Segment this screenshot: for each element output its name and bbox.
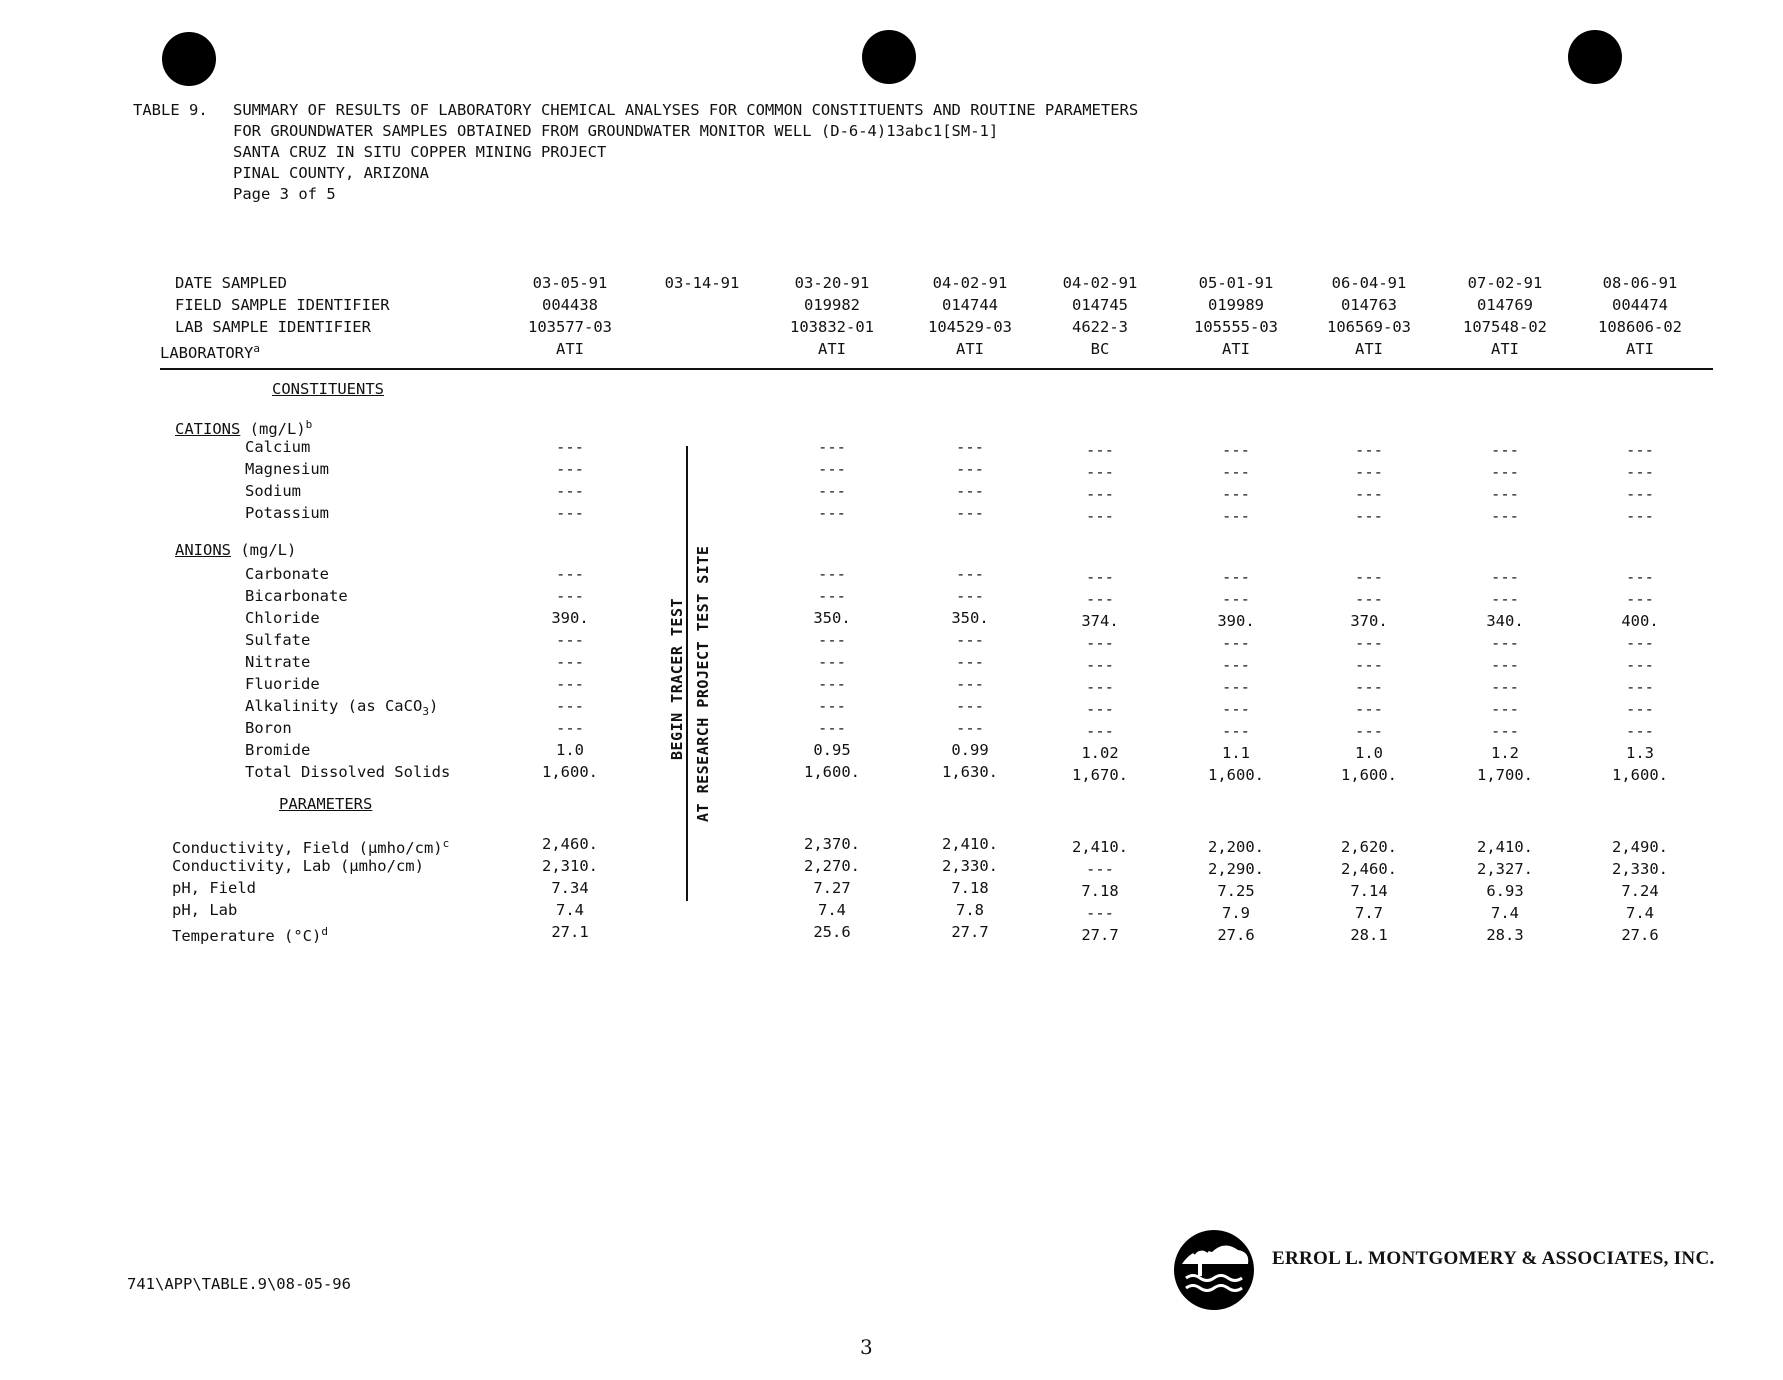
cell-r14-c8: 1,600. (1612, 766, 1668, 784)
cell-r8-c2: --- (818, 631, 846, 649)
cell-r6-c6: --- (1355, 590, 1383, 608)
cell-r14-c4: 1,670. (1072, 766, 1128, 784)
column-3-date: 03-20-91 (794, 274, 870, 292)
column-6-laboratory: ATI (1222, 340, 1250, 358)
cell-r8-c3: --- (956, 631, 984, 649)
cell-r8-c7: --- (1491, 634, 1519, 652)
column-5-field: 014745 (1072, 296, 1128, 314)
cell-r14-c6: 1,600. (1341, 766, 1397, 784)
cell-r19-c5: 27.6 (1217, 926, 1255, 944)
column-8-field: 014769 (1477, 296, 1533, 314)
cell-r17-c8: 7.24 (1621, 882, 1659, 900)
row-label-text: Conductivity, Field (µmho/cm) (172, 839, 443, 858)
label-laboratory-text: LABORATORY (160, 344, 254, 363)
cell-r9-c1: --- (556, 653, 584, 671)
column-7-lab: 106569-03 (1327, 318, 1411, 336)
cell-r3-c1: --- (556, 482, 584, 500)
cell-r7-c2: 350. (813, 609, 851, 627)
section-constituents: CONSTITUENTS (272, 380, 384, 398)
cell-r16-c8: 2,330. (1612, 860, 1668, 878)
cell-r5-c3: --- (956, 565, 984, 583)
row-label-text: Bromide (245, 741, 311, 759)
column-1-lab: 103577-03 (528, 318, 612, 336)
cell-r6-c4: --- (1086, 590, 1114, 608)
column-1-laboratory: ATI (556, 340, 584, 358)
cell-r4-c7: --- (1491, 507, 1519, 525)
cell-r19-c8: 27.6 (1621, 926, 1659, 944)
cell-r13-c1: 1.0 (556, 741, 584, 759)
cell-r6-c7: --- (1491, 590, 1519, 608)
cell-r7-c4: 374. (1081, 612, 1119, 630)
row-label-end: ) (428, 697, 439, 715)
column-7-date: 06-04-91 (1331, 274, 1407, 292)
row-label-5 (245, 563, 329, 585)
cell-r3-c3: --- (956, 482, 984, 500)
cell-r13-c5: 1.1 (1222, 744, 1250, 762)
cell-r16-c5: 2,290. (1208, 860, 1264, 878)
cell-r15-c4: 2,410. (1072, 838, 1128, 856)
cell-r19-c3: 27.7 (951, 923, 989, 941)
section-anions (175, 539, 296, 561)
cell-r8-c5: --- (1222, 634, 1250, 652)
cell-r15-c2: 2,370. (804, 835, 860, 853)
column-4-laboratory: ATI (956, 340, 984, 358)
section-anions-unit: (mg/L) (240, 541, 297, 559)
cell-r1-c7: --- (1491, 441, 1519, 459)
title-line-3: SANTA CRUZ IN SITU COPPER MINING PROJECT (233, 143, 607, 161)
row-label-text: Carbonate (245, 565, 329, 583)
cell-r16-c6: 2,460. (1341, 860, 1397, 878)
cell-r9-c7: --- (1491, 656, 1519, 674)
cell-r1-c2: --- (818, 438, 846, 456)
section-cations-unit: (mg/L) (249, 420, 306, 439)
company-logo (1172, 1228, 1256, 1312)
cell-r16-c4: --- (1086, 860, 1114, 878)
cell-r14-c7: 1,700. (1477, 766, 1533, 784)
document-code: 741\APP\TABLE.9\08-05-96 (127, 1275, 351, 1293)
column-7-laboratory: ATI (1355, 340, 1383, 358)
cell-r6-c8: --- (1626, 590, 1654, 608)
row-label-text: Conductivity, Lab (µmho/cm) (172, 857, 424, 875)
row-label-text: Total Dissolved Solids (245, 763, 451, 781)
cell-r5-c6: --- (1355, 568, 1383, 586)
cell-r4-c5: --- (1222, 507, 1250, 525)
column-3-field: 019982 (804, 296, 860, 314)
cell-r2-c6: --- (1355, 463, 1383, 481)
row-label-text: Fluoride (245, 675, 320, 693)
cell-r6-c5: --- (1222, 590, 1250, 608)
cell-r13-c7: 1.2 (1491, 744, 1519, 762)
column-6-lab: 105555-03 (1194, 318, 1278, 336)
row-label-6 (245, 585, 348, 607)
row-label-2 (245, 458, 329, 480)
title-line-1: SUMMARY OF RESULTS OF LABORATORY CHEMICAL ANALYSES FOR COMMON CONSTITUENTS AND ROUTINE PARAMETERS (233, 101, 1139, 119)
cell-r8-c4: --- (1086, 634, 1114, 652)
cell-r8-c1: --- (556, 631, 584, 649)
column-5-lab: 4622-3 (1072, 318, 1128, 336)
cell-r15-c8: 2,490. (1612, 838, 1668, 856)
column-4-lab: 104529-03 (928, 318, 1012, 336)
row-label-1 (245, 436, 310, 458)
cell-r11-c3: --- (956, 697, 984, 715)
cell-r14-c5: 1,600. (1208, 766, 1264, 784)
column-9-field: 004474 (1612, 296, 1668, 314)
cell-r18-c7: 7.4 (1491, 904, 1519, 922)
label-lab-sample-identifier: LAB SAMPLE IDENTIFIER (175, 318, 371, 336)
cell-r9-c3: --- (956, 653, 984, 671)
column-1-date: 03-05-91 (532, 274, 608, 292)
cell-r9-c4: --- (1086, 656, 1114, 674)
cell-r11-c2: --- (818, 697, 846, 715)
column-2-date: 03-14-91 (664, 274, 740, 292)
cell-r3-c2: --- (818, 482, 846, 500)
cell-r11-c8: --- (1626, 700, 1654, 718)
column-8-lab: 107548-02 (1463, 318, 1547, 336)
cell-r4-c2: --- (818, 504, 846, 522)
cell-r17-c2: 7.27 (813, 879, 851, 897)
cell-r10-c3: --- (956, 675, 984, 693)
cell-r7-c3: 350. (951, 609, 989, 627)
cell-r12-c1: --- (556, 719, 584, 737)
cell-r15-c3: 2,410. (942, 835, 998, 853)
cell-r17-c1: 7.34 (551, 879, 589, 897)
row-label-text: Chloride (245, 609, 320, 627)
column-8-laboratory: ATI (1491, 340, 1519, 358)
cell-r5-c8: --- (1626, 568, 1654, 586)
column-9-date: 08-06-91 (1602, 274, 1678, 292)
cell-r14-c1: 1,600. (542, 763, 598, 781)
cell-r11-c4: --- (1086, 700, 1114, 718)
cell-r13-c3: 0.99 (951, 741, 989, 759)
row-label-13 (245, 739, 310, 761)
cell-r17-c7: 6.93 (1486, 882, 1524, 900)
row-label-footnote: d (321, 925, 328, 938)
cell-r2-c7: --- (1491, 463, 1519, 481)
row-label-text: Sodium (245, 482, 301, 500)
cell-r17-c6: 7.14 (1350, 882, 1388, 900)
row-label-text: Sulfate (245, 631, 311, 649)
cell-r15-c1: 2,460. (542, 835, 598, 853)
cell-r8-c8: --- (1626, 634, 1654, 652)
cell-r11-c5: --- (1222, 700, 1250, 718)
cell-r19-c1: 27.1 (551, 923, 589, 941)
section-cations-text: CATIONS (175, 420, 241, 439)
row-label-10 (245, 673, 320, 695)
row-label-text: Calcium (245, 438, 311, 456)
binder-hole-center (862, 30, 916, 84)
cell-r2-c1: --- (556, 460, 584, 478)
footnote-a: a (253, 342, 260, 355)
cell-r13-c6: 1.0 (1355, 744, 1383, 762)
cell-r1-c8: --- (1626, 441, 1654, 459)
cell-r2-c5: --- (1222, 463, 1250, 481)
title-line-2: FOR GROUNDWATER SAMPLES OBTAINED FROM GROUNDWATER MONITOR WELL (D-6-4)13abc1[SM-1] (233, 122, 999, 140)
cell-r17-c5: 7.25 (1217, 882, 1255, 900)
row-label-text: pH, Lab (172, 901, 238, 919)
cell-r7-c5: 390. (1217, 612, 1255, 630)
row-label-18 (172, 899, 237, 921)
footnote-b: b (305, 418, 313, 431)
column-1-field: 004438 (542, 296, 598, 314)
cell-r13-c4: 1.02 (1081, 744, 1119, 762)
page-number: 3 (860, 1335, 873, 1359)
cell-r15-c5: 2,200. (1208, 838, 1264, 856)
cell-r1-c4: --- (1086, 441, 1114, 459)
cell-r16-c7: 2,327. (1477, 860, 1533, 878)
row-label-19 (172, 921, 328, 947)
cell-r7-c6: 370. (1350, 612, 1388, 630)
cell-r18-c8: 7.4 (1626, 904, 1654, 922)
cell-r8-c6: --- (1355, 634, 1383, 652)
row-label-7 (245, 607, 320, 629)
cell-r2-c2: --- (818, 460, 846, 478)
cell-r5-c1: --- (556, 565, 584, 583)
cell-r6-c1: --- (556, 587, 584, 605)
tracer-test-line (686, 446, 688, 901)
cell-r18-c1: 7.4 (556, 901, 584, 919)
cell-r10-c4: --- (1086, 678, 1114, 696)
table-number: TABLE 9. (133, 101, 208, 119)
cell-r1-c3: --- (956, 438, 984, 456)
cell-r10-c1: --- (556, 675, 584, 693)
tracer-note-line-2: AT RESEARCH PROJECT TEST SITE (694, 545, 712, 822)
cell-r4-c3: --- (956, 504, 984, 522)
cell-r17-c3: 7.18 (951, 879, 989, 897)
cell-r19-c6: 28.1 (1350, 926, 1388, 944)
row-label-subscript: 3 (422, 705, 429, 719)
row-label-text: Temperature (°C) (172, 927, 322, 946)
column-8-date: 07-02-91 (1467, 274, 1543, 292)
cell-r10-c8: --- (1626, 678, 1654, 696)
cell-r11-c1: --- (556, 697, 584, 715)
cell-r18-c3: 7.8 (956, 901, 984, 919)
cell-r1-c5: --- (1222, 441, 1250, 459)
column-3-lab: 103832-01 (790, 318, 874, 336)
cell-r5-c7: --- (1491, 568, 1519, 586)
cell-r4-c6: --- (1355, 507, 1383, 525)
cell-r2-c4: --- (1086, 463, 1114, 481)
row-label-text: Boron (245, 719, 292, 737)
cell-r13-c8: 1.3 (1626, 744, 1654, 762)
cell-r2-c8: --- (1626, 463, 1654, 481)
cell-r11-c7: --- (1491, 700, 1519, 718)
cell-r16-c2: 2,270. (804, 857, 860, 875)
label-field-sample-identifier: FIELD SAMPLE IDENTIFIER (175, 296, 390, 314)
cell-r14-c2: 1,600. (804, 763, 860, 781)
cell-r5-c4: --- (1086, 568, 1114, 586)
cell-r3-c6: --- (1355, 485, 1383, 503)
row-label-text: Magnesium (245, 460, 329, 478)
cell-r12-c6: --- (1355, 722, 1383, 740)
column-5-laboratory: BC (1090, 340, 1110, 358)
row-label-4 (245, 502, 329, 524)
column-7-field: 014763 (1341, 296, 1397, 314)
cell-r12-c4: --- (1086, 722, 1114, 740)
cell-r9-c2: --- (818, 653, 846, 671)
cell-r3-c7: --- (1491, 485, 1519, 503)
cell-r10-c2: --- (818, 675, 846, 693)
cell-r18-c4: --- (1086, 904, 1114, 922)
cell-r5-c2: --- (818, 565, 846, 583)
column-3-laboratory: ATI (818, 340, 846, 358)
cell-r12-c8: --- (1626, 722, 1654, 740)
cell-r5-c5: --- (1222, 568, 1250, 586)
section-parameters: PARAMETERS (279, 795, 373, 813)
column-9-laboratory: ATI (1626, 340, 1654, 358)
cell-r2-c3: --- (956, 460, 984, 478)
cell-r4-c4: --- (1086, 507, 1114, 525)
cell-r15-c7: 2,410. (1477, 838, 1533, 856)
column-6-field: 019989 (1208, 296, 1264, 314)
cell-r12-c7: --- (1491, 722, 1519, 740)
cell-r18-c2: 7.4 (818, 901, 846, 919)
binder-hole-right (1568, 30, 1622, 84)
title-line-5: Page 3 of 5 (233, 185, 336, 203)
cell-r19-c4: 27.7 (1081, 926, 1119, 944)
cell-r13-c2: 0.95 (813, 741, 851, 759)
cell-r16-c1: 2,310. (542, 857, 598, 875)
cell-r10-c5: --- (1222, 678, 1250, 696)
cell-r9-c8: --- (1626, 656, 1654, 674)
cell-r7-c1: 390. (551, 609, 589, 627)
cell-r6-c3: --- (956, 587, 984, 605)
table-title (133, 100, 1333, 210)
cell-r4-c8: --- (1626, 507, 1654, 525)
row-label-text: Potassium (245, 504, 329, 522)
cell-r10-c7: --- (1491, 678, 1519, 696)
title-line-4: PINAL COUNTY, ARIZONA (233, 164, 429, 182)
cell-r17-c4: 7.18 (1081, 882, 1119, 900)
cell-r19-c7: 28.3 (1486, 926, 1524, 944)
label-laboratory (160, 338, 260, 364)
cell-r16-c3: 2,330. (942, 857, 998, 875)
binder-hole-left (162, 32, 216, 86)
row-label-9 (245, 651, 310, 673)
row-label-3 (245, 480, 301, 502)
company-name: ERROL L. MONTGOMERY & ASSOCIATES, INC. (1272, 1248, 1715, 1269)
cell-r10-c6: --- (1355, 678, 1383, 696)
row-label-17 (172, 877, 256, 899)
column-5-date: 04-02-91 (1062, 274, 1138, 292)
cell-r4-c1: --- (556, 504, 584, 522)
header-rule (160, 368, 1713, 370)
cell-r15-c6: 2,620. (1341, 838, 1397, 856)
cell-r3-c4: --- (1086, 485, 1114, 503)
cell-r9-c6: --- (1355, 656, 1383, 674)
cell-r18-c5: 7.9 (1222, 904, 1250, 922)
tracer-note-line-1: BEGIN TRACER TEST (668, 597, 686, 760)
row-label-8 (245, 629, 310, 651)
cell-r1-c6: --- (1355, 441, 1383, 459)
row-label-14 (245, 761, 450, 783)
cell-r18-c6: 7.7 (1355, 904, 1383, 922)
column-4-field: 014744 (942, 296, 998, 314)
row-label-text: pH, Field (172, 879, 256, 897)
column-4-date: 04-02-91 (932, 274, 1008, 292)
row-label-16 (172, 855, 424, 877)
row-label-text: Alkalinity (as CaCO (245, 697, 423, 715)
cell-r3-c8: --- (1626, 485, 1654, 503)
row-label-text: Nitrate (245, 653, 311, 671)
row-label-footnote: c (442, 837, 450, 850)
label-date-sampled: DATE SAMPLED (175, 274, 287, 292)
cell-r9-c5: --- (1222, 656, 1250, 674)
section-anions-text: ANIONS (175, 541, 231, 559)
row-label-text: Bicarbonate (245, 587, 348, 605)
cell-r19-c2: 25.6 (813, 923, 851, 941)
column-9-lab: 108606-02 (1598, 318, 1682, 336)
cell-r12-c3: --- (956, 719, 984, 737)
cell-r6-c2: --- (818, 587, 846, 605)
cell-r11-c6: --- (1355, 700, 1383, 718)
cell-r1-c1: --- (556, 438, 584, 456)
row-label-12 (245, 717, 292, 739)
cell-r12-c2: --- (818, 719, 846, 737)
cell-r7-c8: 400. (1621, 612, 1659, 630)
column-6-date: 05-01-91 (1198, 274, 1274, 292)
cell-r14-c3: 1,630. (942, 763, 998, 781)
cell-r7-c7: 340. (1486, 612, 1524, 630)
cell-r12-c5: --- (1222, 722, 1250, 740)
cell-r3-c5: --- (1222, 485, 1250, 503)
